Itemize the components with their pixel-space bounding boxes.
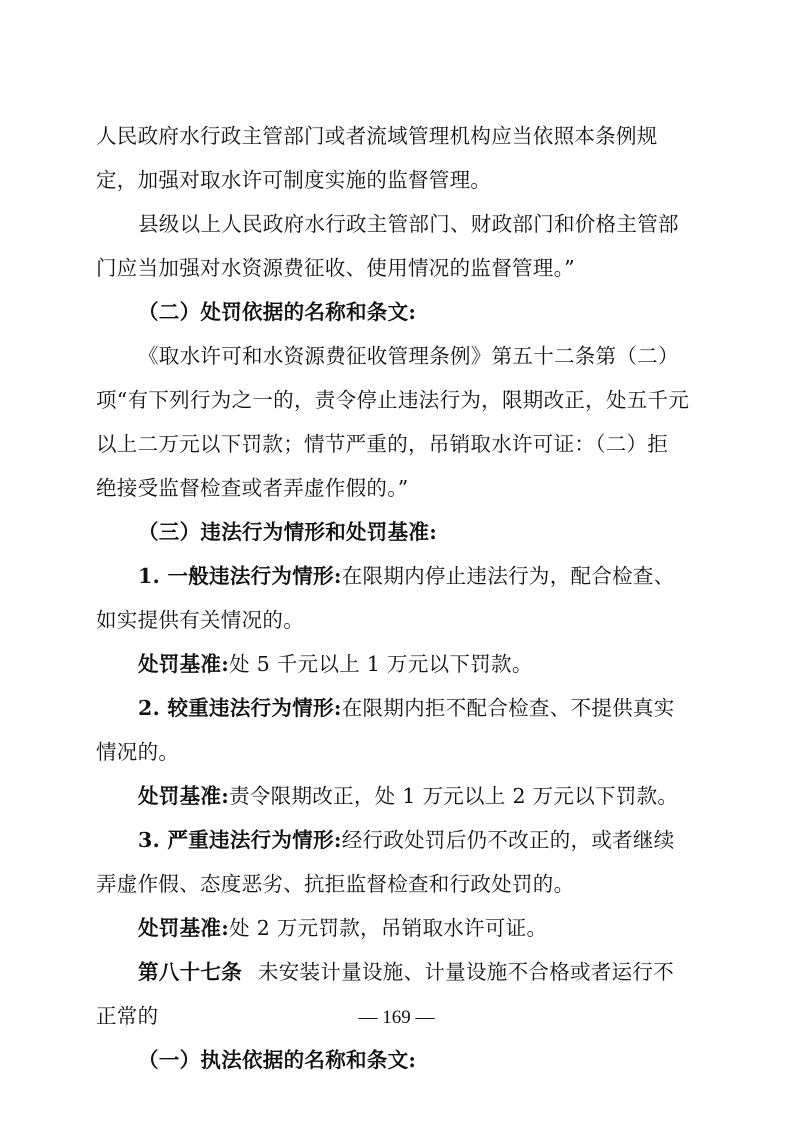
body-line: 项“有下列行为之一的，责令停止违法行为，限期改正，处五千元 xyxy=(96,388,690,412)
basis-label: 处罚基准: xyxy=(138,784,230,808)
article-line xyxy=(138,957,674,987)
section-heading: （二）处罚依据的名称和条文: xyxy=(138,300,417,324)
article-continuation: 正常的 xyxy=(96,1004,159,1028)
body-line: 《取水许可和水资源费征收管理条例》第五十二条第（二） xyxy=(138,344,679,368)
section-heading: （三）违法行为情形和处罚基准: xyxy=(138,520,438,544)
body-line: 门应当加强对水资源费征收、使用情况的监督管理。” xyxy=(96,256,575,280)
basis-label: 处罚基准: xyxy=(138,916,230,940)
item-text: 在限期内拒不配合检查、不提供真实 xyxy=(341,696,675,720)
basis-line xyxy=(138,781,678,811)
item-continuation: 弄虚作假、态度恶劣、抗拒监督检查和行政处罚的。 xyxy=(96,872,575,896)
article-text: 未安装计量设施、计量设施不合格或者运行不 xyxy=(258,960,674,984)
basis-text: 处 5 千元以上 1 万元以下罚款。 xyxy=(229,652,533,676)
item-label: 3. 严重违法行为情形: xyxy=(138,828,342,852)
item-line xyxy=(138,561,675,591)
item-text: 在限期内停止违法行为，配合检查、 xyxy=(341,564,675,588)
basis-text: 处 2 万元罚款，吊销取水许可证。 xyxy=(229,916,548,940)
item-continuation: 如实提供有关情况的。 xyxy=(96,608,304,632)
item-label: 1. 一般违法行为情形: xyxy=(138,564,342,588)
basis-text: 责令限期改正，处 1 万元以上 2 万元以下罚款。 xyxy=(229,784,679,808)
basis-line xyxy=(138,913,547,943)
body-line: 县级以上人民政府水行政主管部门、财政部门和价格主管部 xyxy=(138,212,679,236)
basis-label: 处罚基准: xyxy=(138,652,230,676)
item-label: 2. 较重违法行为情形: xyxy=(138,696,342,720)
article-label: 第八十七条 xyxy=(138,960,242,984)
item-line xyxy=(138,825,675,855)
body-line: 以上二万元以下罚款；情节严重的，吊销取水许可证：（二）拒 xyxy=(96,432,669,456)
body-line: 绝接受监督检查或者弄虚作假的。” xyxy=(96,476,409,500)
item-continuation: 情况的。 xyxy=(96,740,180,764)
body-line: 人民政府水行政主管部门或者流域管理机构应当依照本条例规 xyxy=(96,124,658,148)
page-number: — 169 — xyxy=(358,1007,435,1028)
section-heading: （一）执法依据的名称和条文: xyxy=(138,1048,417,1072)
body-line: 定，加强对取水许可制度实施的监督管理。 xyxy=(96,168,492,192)
basis-line xyxy=(138,649,533,679)
item-line xyxy=(138,693,675,723)
item-text: 经行政处罚后仍不改正的，或者继续 xyxy=(341,828,675,852)
